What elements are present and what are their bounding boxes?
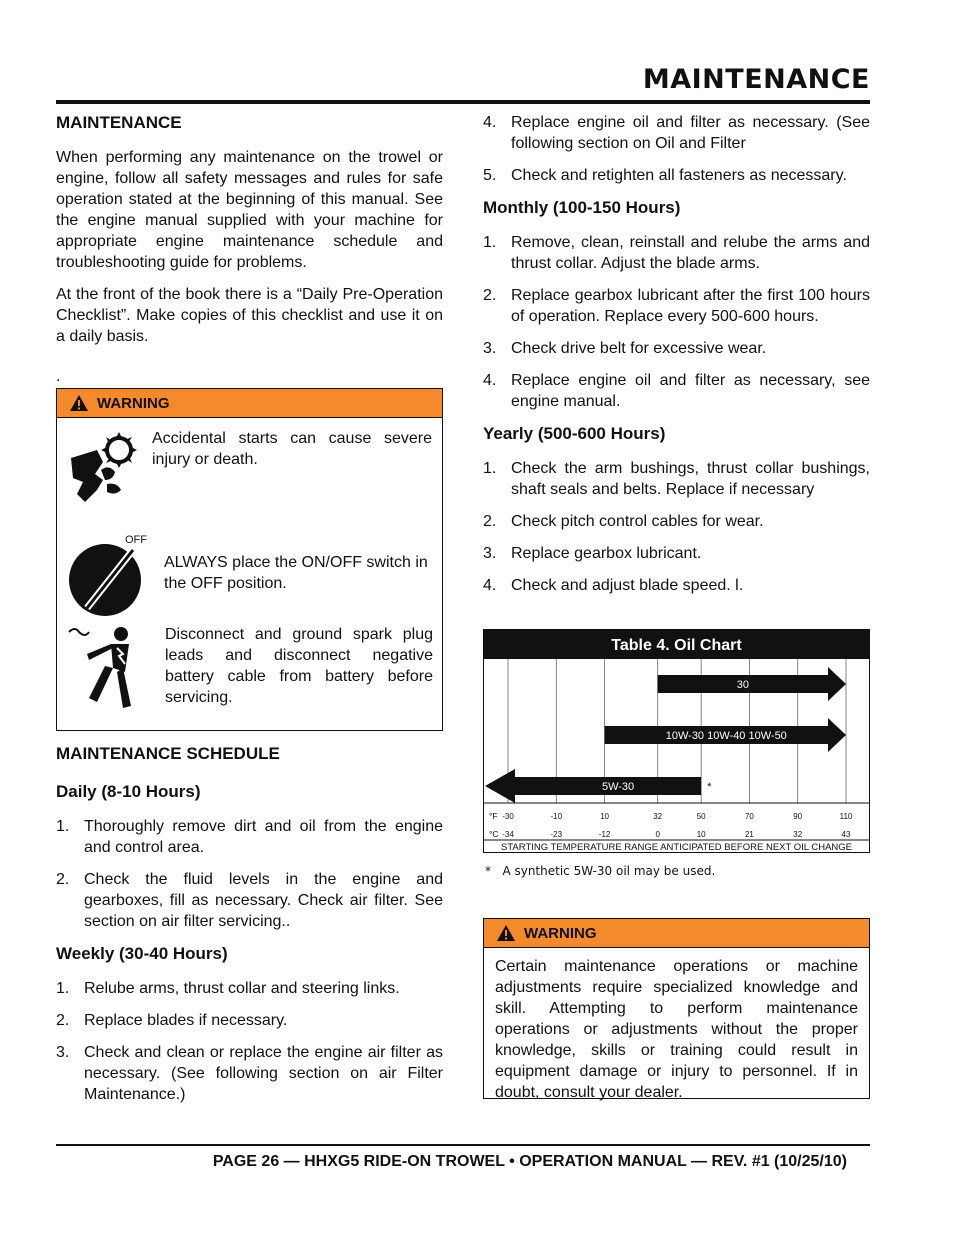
chart-tick-label-c: 21: [744, 830, 754, 839]
chart-c-unit-label: °C: [489, 829, 499, 839]
warning-text-off-switch: ALWAYS place the ON/OFF switch in the OFF position.: [164, 554, 428, 592]
list-item: 3. Check drive belt for excessive wear.: [483, 340, 767, 357]
list-item: 4. Replace engine oil and filter as necessary, see engine manual.: [483, 372, 870, 410]
chart-tick-label-f: 90: [793, 812, 803, 821]
warning-header-2: [484, 919, 869, 948]
hand-entanglement-icon: [67, 428, 143, 506]
chart-tick-label-c: -12: [598, 830, 611, 839]
list-item: 4. Check and adjust blade speed. l.: [483, 577, 744, 594]
page-footer: PAGE 26 — HHXG5 RIDE-ON TROWEL • OPERATION MANUAL — REV. #1 (10/25/10): [212, 1153, 847, 1170]
right-column: [483, 112, 870, 607]
warning-row-accidental-start: [57, 418, 442, 528]
chart-bar-label: 10W-30 10W-40 10W-50: [665, 730, 787, 742]
off-switch-icon: [67, 532, 157, 620]
list-item: 1. Thoroughly remove dirt and oil from the engine and control area.: [56, 818, 443, 856]
monthly-heading: Monthly (100-150 Hours): [483, 198, 681, 217]
chart-tick-label-c: -34: [502, 830, 514, 839]
warning-row-off-switch: [57, 528, 442, 624]
chart-tick-label-f: 110: [839, 812, 853, 821]
chart-tick-label-c: 0: [655, 830, 660, 839]
chart-bar-marker: *: [707, 781, 712, 793]
chart-xlabel: STARTING TEMPERATURE RANGE ANTICIPATED BEFORE NEXT OIL CHANGE: [500, 842, 853, 853]
warning-text-disconnect: Disconnect and ground spark plug leads and disconnect negative battery cable from battery before servicing.: [165, 626, 433, 706]
warning-header: [57, 389, 442, 418]
chart-tick-label-f: 32: [653, 812, 663, 821]
daily-list: [56, 816, 443, 932]
electric-shock-icon: [67, 624, 157, 710]
list-item: 2. Replace gearbox lubricant after the first 100 hours of operation. Replace every 500-600 hours.: [483, 287, 870, 325]
chart-tick-label-f: 70: [744, 812, 754, 821]
chart-tick-label-f: 10: [600, 812, 610, 821]
list-item: 5. Check and retighten all fasteners as necessary.: [483, 167, 847, 184]
page-title: MAINTENANCE: [642, 64, 870, 95]
chart-bar-label: 5W-30: [601, 781, 635, 793]
list-item: 2. Check pitch control cables for wear.: [483, 513, 764, 530]
daily-heading: Daily (8-10 Hours): [56, 782, 201, 801]
list-item: 1. Relube arms, thrust collar and steering links.: [56, 980, 400, 997]
chart-tick-label-c: 32: [793, 830, 803, 839]
chart-tick-label-c: -23: [550, 830, 563, 839]
yearly-heading: Yearly (500-600 Hours): [483, 424, 666, 443]
weekly-heading: Weekly (30-40 Hours): [56, 944, 228, 963]
chart-tick-label-c: 43: [841, 830, 851, 839]
left-column: [56, 112, 443, 1116]
list-item: 2. Check the fluid levels in the engine and gearboxes, fill as necessary. Check air filter. See section on air filter servicing..: [56, 871, 443, 930]
chart-bar-label: 30: [736, 679, 749, 691]
chart-tick-label-f: -30: [502, 812, 514, 821]
intro-paragraph: When performing any maintenance on the trowel or engine, follow all safety messages and rules for safe operation stated at the beginning of this manual. See the engine manual supplied with your machine for appropriate engine maintenance schedule and troubleshooting guide for problems.: [56, 149, 443, 271]
chart-tick-label-c: 10: [696, 830, 706, 839]
warning-label: WARNING: [524, 924, 597, 942]
footer-rule: [56, 1144, 870, 1146]
oil-chart-svg: [483, 629, 870, 855]
list-item: 2. Replace blades if necessary.: [56, 1012, 288, 1029]
weekly-list: [56, 978, 443, 1105]
list-item: 1. Check the arm bushings, thrust collar bushings, shaft seals and belts. Replace if necessary: [483, 460, 870, 498]
oil-chart: [483, 629, 870, 878]
section-heading: MAINTENANCE: [56, 113, 182, 132]
warning-text-accidental-start: Accidental starts can cause severe injury or death.: [152, 430, 432, 468]
warning-box: [56, 388, 443, 731]
chart-title: Table 4. Oil Chart: [611, 637, 742, 654]
warning-row-disconnect: [57, 624, 442, 724]
warning-triangle-icon: [496, 924, 516, 942]
list-item: 1. Remove, clean, reinstall and relube the arms and thrust collar. Adjust the blade arms.: [483, 234, 870, 272]
warning-box-2: [483, 918, 870, 1099]
header-rule: [56, 100, 870, 104]
yearly-list: [483, 458, 870, 596]
list-item: 4. Replace engine oil and filter as necessary. (See following section on Oil and Filter: [483, 114, 870, 152]
chart-f-unit-label: °F: [489, 811, 498, 821]
warning-label: WARNING: [97, 394, 170, 412]
stray-dot: .: [56, 368, 61, 385]
list-item: 3. Check and clean or replace the engine air filter as necessary. (See following section on air Filter Maintenance.): [56, 1044, 443, 1103]
off-label: OFF: [125, 534, 147, 546]
schedule-heading: MAINTENANCE SCHEDULE: [56, 744, 280, 763]
chart-footnote: * A synthetic 5W-30 oil may be used.: [485, 864, 716, 878]
weekly-list-continued: [483, 112, 870, 186]
checklist-paragraph: At the front of the book there is a “Daily Pre-Operation Checklist”. Make copies of this checklist and use it on a daily basis.: [56, 286, 443, 345]
warning-text-specialized: Certain maintenance operations or machine adjustments require specialized knowledge and skill. Attempting to perform maintenance operations or adjustments without the proper knowledge, skills or training could result in equipment damage or injury to personnel. If in doubt, consult your dealer.: [495, 958, 858, 1101]
chart-tick-label-f: 50: [696, 812, 706, 821]
monthly-list: [483, 232, 870, 412]
list-item: 3. Replace gearbox lubricant.: [483, 545, 702, 562]
warning-triangle-icon: [69, 394, 89, 412]
chart-tick-label-f: -10: [550, 812, 563, 821]
